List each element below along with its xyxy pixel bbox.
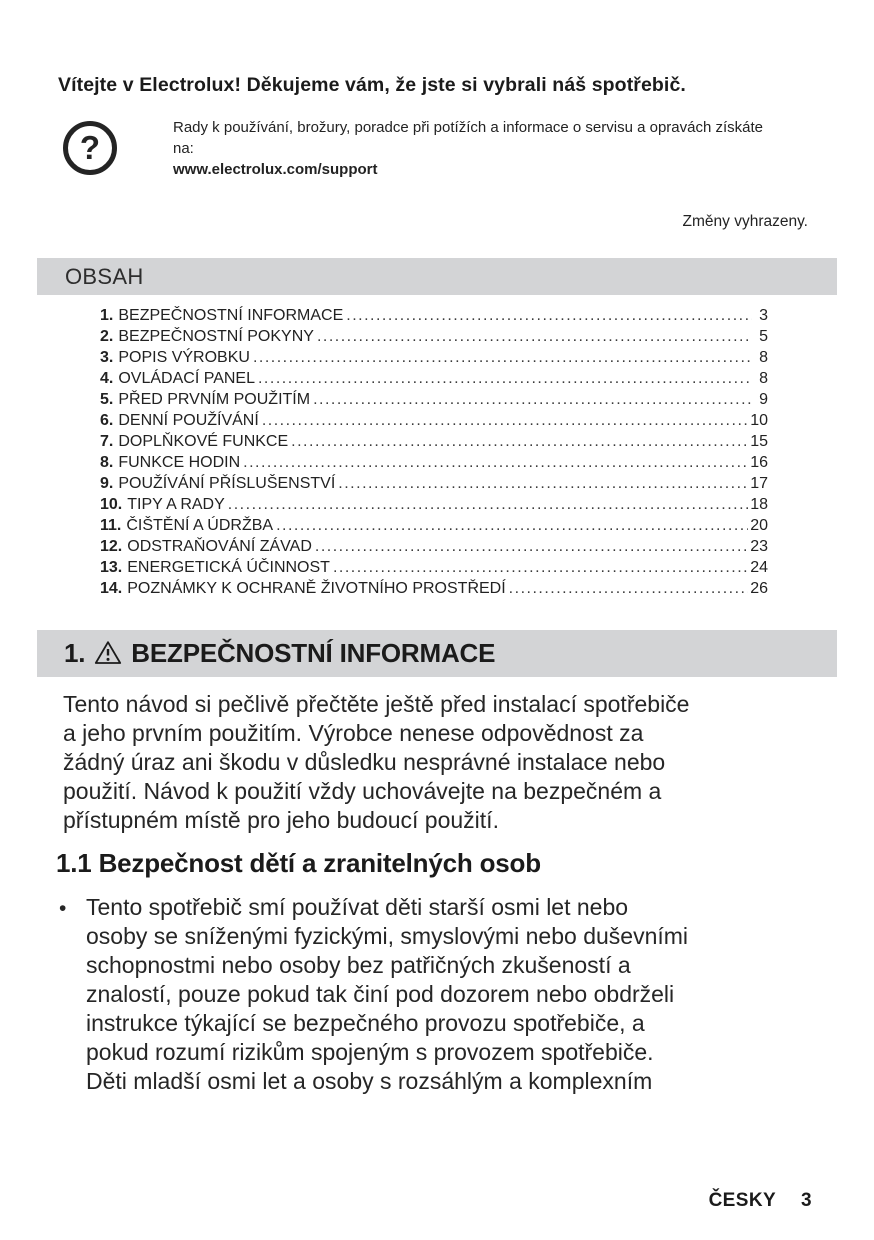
toc-item-page: 23 (750, 538, 768, 555)
toc-item-label: ČIŠTĚNÍ A ÚDRŽBA (126, 517, 274, 534)
toc-item-number: 7. (100, 433, 114, 450)
toc-dot-leader (338, 475, 748, 493)
toc-dot-leader (262, 412, 748, 430)
paragraph-line: žádný úraz ani škodu v důsledku nesprávné instalace nebo (63, 749, 666, 775)
paragraph-line: Tento spotřebič smí používat děti starší osmi let nebo (86, 894, 629, 920)
paragraph-line: a jeho prvním použitím. Výrobce nenese odpovědnost za (63, 720, 644, 746)
toc-header-bar (37, 258, 837, 295)
toc-item-number: 14. (100, 580, 123, 597)
toc-item-number: 5. (100, 391, 114, 408)
toc-item-page: 3 (759, 307, 768, 324)
toc-item (100, 370, 768, 391)
toc-item-label: TIPY A RADY (127, 496, 225, 513)
section-intro-paragraph (63, 690, 689, 835)
table-of-contents (100, 307, 768, 601)
toc-item (100, 517, 768, 538)
toc-dot-leader (315, 538, 748, 556)
toc-item-page: 17 (750, 475, 768, 492)
toc-item-page: 18 (750, 496, 768, 513)
toc-dot-leader (258, 370, 752, 388)
bullet-marker: • (59, 897, 67, 920)
toc-dot-leader (346, 307, 752, 325)
toc-item-number: 8. (100, 454, 114, 471)
toc-dot-leader (253, 349, 752, 367)
bullet-item (59, 893, 688, 1096)
page-footer (709, 1190, 812, 1212)
toc-item-label: DENNÍ POUŽÍVÁNÍ (118, 412, 259, 429)
toc-header-label: OBSAH (65, 263, 144, 289)
toc-item (100, 328, 768, 349)
toc-item-label: PŘED PRVNÍM POUŽITÍM (118, 391, 311, 408)
toc-item (100, 475, 768, 496)
toc-item (100, 307, 768, 328)
toc-item-number: 4. (100, 370, 114, 387)
toc-item-label: DOPLŇKOVÉ FUNKCE (118, 433, 289, 450)
footer-language-label: ČESKY (708, 1190, 777, 1211)
paragraph-line: přístupném místě pro jeho budoucí použití. (63, 807, 499, 833)
toc-item-number: 3. (100, 349, 114, 366)
toc-dot-leader (228, 496, 748, 514)
footer-page-number: 3 (801, 1190, 812, 1211)
toc-item-number: 13. (100, 559, 123, 576)
section-title: BEZPEČNOSTNÍ INFORMACE (131, 638, 496, 668)
paragraph-line: instrukce týkající se bezpečného provozu spotřebiče, a (86, 1010, 645, 1036)
toc-item-number: 2. (100, 328, 114, 345)
paragraph-line: schopnostmi nebo osoby bez patřičných zkušeností a (86, 952, 631, 978)
toc-item-number: 9. (100, 475, 114, 492)
toc-item-number: 1. (100, 307, 114, 324)
toc-item-page: 5 (759, 328, 768, 345)
toc-item-label: OVLÁDACÍ PANEL (118, 370, 255, 387)
toc-item (100, 559, 768, 580)
toc-item (100, 433, 768, 454)
toc-item (100, 580, 768, 601)
toc-item-label: BEZPEČNOSTNÍ INFORMACE (118, 307, 344, 324)
toc-item-number: 6. (100, 412, 114, 429)
toc-item-page: 16 (750, 454, 768, 471)
changes-reserved-note: Změny vyhrazeny. (682, 213, 808, 230)
toc-item-page: 26 (750, 580, 768, 597)
toc-item (100, 454, 768, 475)
paragraph-line: znalostí, pouze pokud tak činí pod dozorem nebo obdrželi (86, 981, 675, 1007)
toc-item-label: POPIS VÝROBKU (118, 349, 250, 366)
support-info (173, 117, 788, 180)
toc-item (100, 349, 768, 370)
toc-item-number: 12. (100, 538, 123, 555)
toc-item (100, 538, 768, 559)
section-number: 1. (64, 638, 86, 668)
subsection-heading-child-safety: 1.1 Bezpečnost dětí a zranitelných osob (56, 848, 541, 878)
toc-item-label: ENERGETICKÁ ÚČINNOST (127, 559, 330, 576)
toc-item-page: 24 (750, 559, 768, 576)
warning-triangle-icon (94, 640, 122, 665)
toc-item (100, 391, 768, 412)
bullet-text (86, 893, 688, 1096)
toc-item (100, 496, 768, 517)
question-mark-glyph: ? (79, 128, 101, 166)
toc-item-page: 8 (759, 370, 768, 387)
toc-dot-leader (313, 391, 752, 409)
toc-item-page: 9 (759, 391, 768, 408)
toc-item-label: POZNÁMKY K OCHRANĚ ŽIVOTNÍHO PROSTŘEDÍ (127, 580, 506, 597)
toc-dot-leader (291, 433, 748, 451)
toc-dot-leader (317, 328, 752, 346)
toc-item-page: 10 (750, 412, 768, 429)
paragraph-line: Tento návod si pečlivě přečtěte ještě před instalací spotřebiče (63, 691, 690, 717)
toc-item (100, 412, 768, 433)
toc-item-label: ODSTRAŇOVÁNÍ ZÁVAD (127, 538, 312, 555)
toc-item-label: FUNKCE HODIN (118, 454, 241, 471)
toc-dot-leader (243, 454, 748, 472)
paragraph-line: pokud rozumí rizikům spojeným s provozem spotřebiče. (86, 1039, 654, 1065)
support-url: www.electrolux.com/support (173, 161, 378, 178)
toc-item-number: 10. (100, 496, 123, 513)
toc-item-number: 11. (100, 517, 122, 534)
question-mark-circle-icon (63, 121, 117, 175)
toc-dot-leader (276, 517, 748, 535)
paragraph-line: použití. Návod k použití vždy uchovávejte na bezpečném a (63, 778, 662, 804)
paragraph-line: osoby se sníženými fyzickými, smyslovými nebo duševními (86, 923, 689, 949)
toc-item-page: 15 (750, 433, 768, 450)
section-heading-safety-information (37, 630, 837, 677)
support-info-text: Rady k používání, brožury, poradce při potížích a informace o servisu a opravách získáte na: (173, 119, 764, 157)
toc-item-label: BEZPEČNOSTNÍ POKYNY (118, 328, 314, 345)
paragraph-line: Děti mladší osmi let a osoby s rozsáhlým a komplexním (86, 1068, 653, 1094)
toc-dot-leader (333, 559, 748, 577)
toc-item-page: 20 (750, 517, 768, 534)
toc-dot-leader (509, 580, 749, 598)
welcome-title: Vítejte v Electrolux! Děkujeme vám, že jste si vybrali náš spotřebič. (58, 74, 686, 96)
toc-item-page: 8 (759, 349, 768, 366)
toc-item-label: POUŽÍVÁNÍ PŘÍSLUŠENSTVÍ (118, 475, 336, 492)
